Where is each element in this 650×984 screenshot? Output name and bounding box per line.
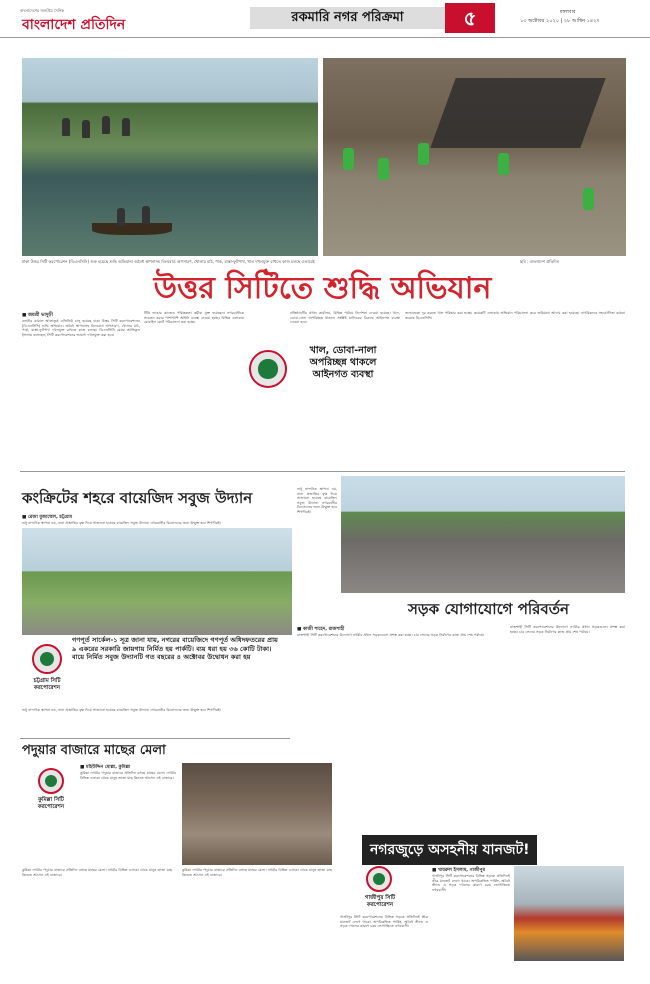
newspaper-logo: বাংলাদেশ প্রতিদিন [22,17,126,33]
lead-column-1: বনানীর কামাল আতাতুর্ক এভিনিউ চালু হয়েছে ঢাকা উত্তর সিটি করপোরেশনের (ডিএনসিসি) শুদ্ধি অভিযান। অবৈধ স্থাপনাসহ বিলবোর্ড অপসারণ, খোলার মাঠ, পার্ক, রাস্তা-ফুটপাথ দখলমুক্ত রাখতে কাজ চলছে। ডিএনসিসি মেয়র আতিকুল ইসলাম বলেছেন, সিটি করপোরেশনের জায়গা দখলমুক্ত করা হবে। [22,319,140,337]
lead-column-4: জলাবদ্ধতা দূর করতে খাল পরিষ্কার করা হচ্ছে। কয়েকটি এলাকায় অভিযান পরিচালনা করে জরিমানা আদায় করা হয়েছে। নাগরিকদের সহযোগিতা কামনা করেছে ডিএনসিসি। [405,311,625,320]
lead-byline: ■ জয়শ্রী ভাদুড়ী [22,313,53,318]
worker-figure [378,158,389,180]
dncc-emblem [249,350,287,388]
lead-column-2: টিনি ভাঙার কাজেও পরিচ্ছন্নতা কর্মীরা যুক্ত হয়েছেন। নগরবাসীকে সচেতন করার পাশাপাশি আইনি ব্যবস্থা নেওয়া হচ্ছে। বিভিন্ন এলাকায় মোবাইল কোর্ট পরিচালনা করা হচ্ছে। [144,311,244,325]
article-body: শুধু নান্দনিক স্থাপনা নয়, নানা প্রজাতির বৃক্ষ দিয়ে সাজানো হয়েছে বায়েজিদ সবুজ উদ্যান। নগরবাসীর বিনোদনের জন্য উন্মুক্ত হবে শিগগিরই। [22,708,221,712]
cumilla-label: কুমিল্লা সিটি করপোরেশন [37,797,65,810]
chattogram-emblem [32,644,62,674]
canal-cleaning-photo [22,58,318,256]
excavator-arm [430,78,605,148]
section-divider [20,471,625,472]
worker-figure [418,143,429,165]
article-byline: ■ খায়রুল ইসলাম, গাজীপুর [432,868,486,873]
article-body: শুধু নান্দনিক স্থাপনা নয়, নানা প্রজাতির বৃক্ষ দিয়ে সাজানো হয়েছে বায়েজিদ সবুজ উদ্যান। নগরবাসীর বিনোদনের জন্য উন্মুক্ত হবে শিগগিরই। [297,487,337,514]
onlooker-figure [82,120,90,138]
article-body: রাজশাহী সিটি করপোরেশনের উদ্যোগে নগরীর প্রধান সড়কগুলো প্রশস্ত করা হচ্ছে। চার লেনের সড়ক নির্মাণের কাজ প্রায় শেষ পর্যায়ে। [297,633,485,637]
article-byline: ■ কাজী শাহেদ, রাজশাহী [297,627,345,632]
park-photo [22,528,292,635]
road-photo [341,476,625,593]
lead-column-3-top: প্রতিষ্ঠানটির প্রধান কার্যালয়, বিভিন্ন পর্যায়ে নির্দেশনা দেওয়া হয়েছে। খাল, ডোবা-নালা অপরিচ্ছন্ন থাকলে সংশ্লিষ্ট মালিকের বিরুদ্ধে আইনগত ব্যবস্থা নেওয়া হবে। [290,311,400,325]
article-byline: ■ রেজা মুজাম্মেল, চট্টগ্রাম [22,515,73,520]
article-body: রাজশাহী সিটি করপোরেশনের উদ্যোগে নগরীর প্রধান সড়কগুলো প্রশস্ত করা হচ্ছে। চার লেনের সড়ক নির্মাণের কাজ প্রায় শেষ পর্যায়ে। [510,625,625,634]
box-quote: গণপূর্ত সার্কেল-১ সূত্র জানা যায়, নগরের বায়েজিদে গণপূর্ত অধিদফতরের প্রায় ৯ একরের সরকারি জায়গায় নির্মিত হয় পার্কটি। ব্যয় ধরা হয় ৩৬ কোটি টাকা। বায়ে নির্মিত সবুজ উদ্যানটি গত বছরের ৪ অক্টোবর উদ্বোধন করা হয় [72,636,278,662]
photo-credit: ছবি : বাংলাদেশ প্রতিদিন [520,259,560,264]
section-title: রকমারি নগর পরিক্রমা [250,7,445,29]
page-number: ৫ [445,3,495,33]
article-title-road: সড়ক যোগাযোগে পরিবর্তন [408,600,569,618]
worker-figure [343,148,354,170]
worker-figure [142,206,150,224]
pull-quote: খাল, ডোবা-নালা অপরিচ্ছন্ন থাকলে আইনগত ব্যবস্থা [309,345,377,380]
logo-tagline: বাংলাদেশের জনপ্রিয় দৈনিক [20,8,65,13]
chattogram-label: চট্টগ্রাম সিটি করপোরেশন [33,678,61,691]
article-body: শুধু নান্দনিক স্থাপনা নয়, নানা প্রজাতির বৃক্ষ দিয়ে সাজানো হয়েছে বায়েজিদ সবুজ উদ্যান। নগরবাসীর বিনোদনের জন্য উন্মুক্ত হবে শিগগিরই। [22,521,221,525]
lead-headline: উত্তর সিটিতে শুদ্ধি অভিযান [153,271,492,306]
article-title-fish-market: পদুয়ার বাজারে মাছের মেলা [22,743,166,758]
onlooker-figure [62,118,70,136]
worker-figure [583,188,594,210]
day-label: মঙ্গলবার [560,10,576,15]
traffic-jam-photo [514,866,624,961]
article-byline: ■ মহিউদ্দিন মোল্লা, কুমিল্লা [80,765,131,770]
cumilla-emblem [38,768,64,794]
boat-shape [92,223,172,235]
onlooker-figure [122,118,130,136]
onlooker-figure [102,116,110,134]
billboard-removal-photo [323,58,626,256]
article-title-traffic-jam: নগরজুড়ে অসহনীয় যানজট! [362,835,537,865]
article-body: কুমিল্লা নগরীর পদুয়ার বাজারে প্রতিদিন বসছে মাছের মেলা। নগরীর বিভিন্ন এলাকা থেকে মানুষ তাজা মাছ কিনতে আসেন এই বাজারে। [182,868,332,877]
fish-market-photo [182,763,332,865]
photo-caption: ঢাকা উত্তর সিটি করপোরেশন (ডিএনসিসি) শুরু হয়েছে শুদ্ধি অভিযান। অবৈধ স্থাপনাসহ বিলবোর্ড অপসারণ, খোলার মাঠ, পার্ক, রাস্তা-ফুটপাথ, খাল দখলমুক্ত রাখতে কাজ চলছে এভাবেই [22,259,315,264]
article-body: কুমিল্লা নগরীর পদুয়ার বাজারে প্রতিদিন বসছে মাছের মেলা। নগরীর বিভিন্ন এলাকা থেকে মানুষ তাজা মাছ কিনতে আসেন এই বাজারে। [80,771,176,780]
worker-figure [117,208,125,226]
section-divider [20,738,290,739]
gazipur-emblem [366,866,392,892]
masthead [0,0,650,38]
article-title-bayezid-park: কংক্রিটের শহরে বায়েজিদ সবুজ উদ্যান [22,489,253,507]
article-body: গাজীপুর সিটি করপোরেশনের বিভিন্ন সড়কে প্রতিদিনই তীব্র যানজট লেগে থাকে। অপরিকল্পিত পার্কিং, অবৈধ স্ট্যান্ড ও সড়ক দখলের কারণে চরম ভোগান্তিতে নগরবাসী। [340,915,428,929]
article-body: কুমিল্লা নগরীর পদুয়ার বাজারে প্রতিদিন বসছে মাছের মেলা। নগরীর বিভিন্ন এলাকা থেকে মানুষ তাজা মাছ কিনতে আসেন এই বাজারে। [22,868,172,877]
article-body: গাজীপুর সিটি করপোরেশনের বিভিন্ন সড়কে প্রতিদিনই তীব্র যানজট লেগে থাকে। অপরিকল্পিত পার্কিং, অবৈধ স্ট্যান্ড ও সড়ক দখলের কারণে চরম ভোগান্তিতে নগরবাসী। [432,874,510,892]
worker-figure [498,153,509,175]
gazipur-label: গাজীপুর সিটি করপোরেশন [364,895,396,908]
date-label: ১৩ অক্টোবর ২০২০ | ২৮ আশ্বিন ১৪২৭ [520,18,600,24]
